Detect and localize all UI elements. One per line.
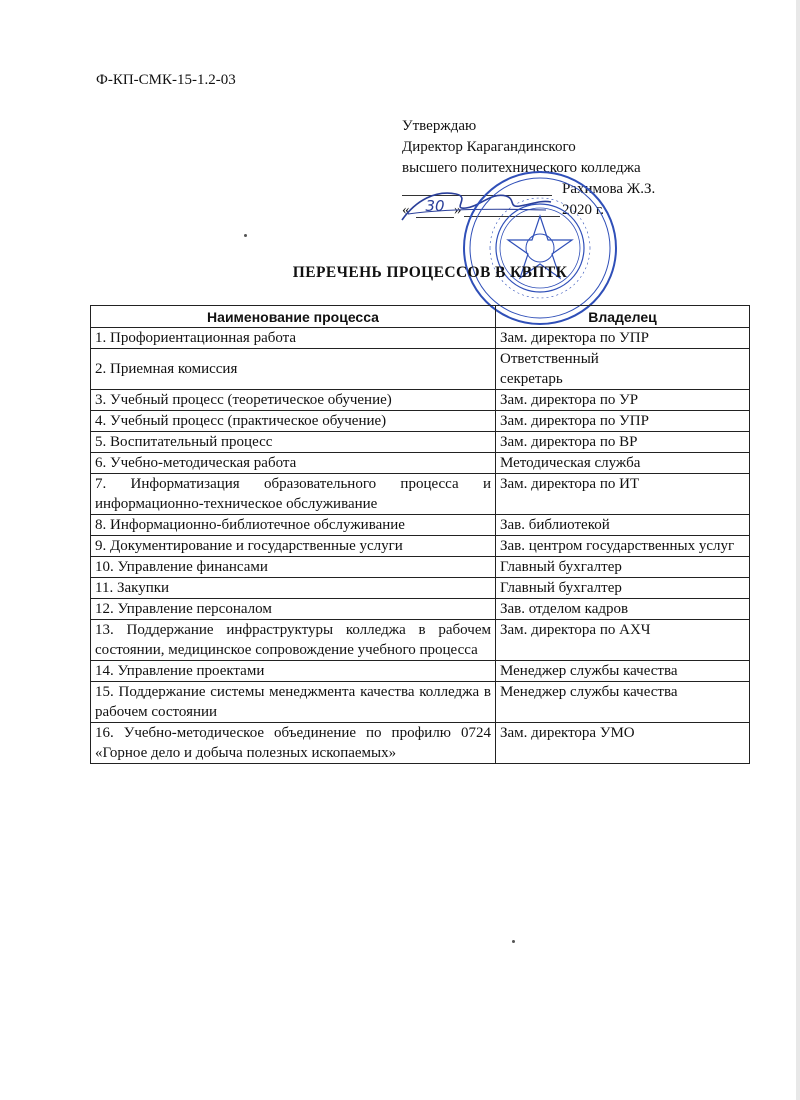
owner-cell: Зав. отделом кадров [496,599,750,620]
owner-cell: Зав. центром государственных услуг [496,536,750,557]
date-year: 2020 г. [562,202,604,218]
process-cell: 3. Учебный процесс (теоретическое обучение) [91,390,496,411]
table-row [91,682,750,723]
approval-date [402,197,641,221]
table-row [91,723,750,764]
scan-edge [796,0,800,1100]
table-row [91,578,750,599]
process-cell: 9. Документирование и государственные услуги [91,536,496,557]
owner-cell: Зам. директора по АХЧ [496,620,750,661]
owner-cell: Зам. директора по УПР [496,411,750,432]
table-row [91,328,750,349]
signatory-name: Рахимова Ж.З. [562,181,656,197]
owner-cell: Менеджер службы качества [496,661,750,682]
process-cell: 11. Закупки [91,578,496,599]
header-process-name: Наименование процесса [91,306,496,328]
speck-mark [512,940,515,943]
table-row [91,390,750,411]
table-row [91,432,750,453]
owner-cell: Методическая служба [496,453,750,474]
owner-cell: Менеджер службы качества [496,682,750,723]
approval-block [402,116,656,221]
date-day: 30 [416,196,454,218]
approval-line-approve: Утверждаю [402,118,477,134]
owner-cell: Главный бухгалтер [496,578,750,599]
process-cell: 13. Поддержание инфраструктуры колледжа в рабочем состоянии, медицинское сопровождение учебного процесса [91,620,496,661]
table-row [91,536,750,557]
table-header-row [91,306,750,328]
process-cell: 1. Профориентационная работа [91,328,496,349]
process-cell: 7. Информатизация образовательного процесса и информационно-техническое обслуживание [91,474,496,515]
owner-text: Ответственный секретарь [500,351,599,387]
table-row [91,661,750,682]
owner-cell: Зам. директора по ИТ [496,474,750,515]
owner-cell: Зам. директора по УР [496,390,750,411]
date-quote-open: « [402,202,410,218]
approval-line-organization: высшего политехнического колледжа [402,160,641,176]
process-cell: 15. Поддержание системы менеджмента качества колледжа в рабочем состоянии [91,682,496,723]
table-row [91,557,750,578]
approval-line-position: Директор Карагандинского [402,139,576,155]
owner-cell: Зам. директора УМО [496,723,750,764]
owner-cell: Зав. библиотекой [496,515,750,536]
table-row [91,349,750,390]
owner-cell [496,349,750,390]
table-row [91,620,750,661]
table-row [91,453,750,474]
process-cell: 4. Учебный процесс (практическое обучение) [91,411,496,432]
table-row [91,599,750,620]
process-cell: 16. Учебно-методическое объединение по профилю 0724 «Горное дело и добыча полезных ископаемых» [91,723,496,764]
speck-mark [244,234,247,237]
process-cell: 10. Управление финансами [91,557,496,578]
owner-cell: Главный бухгалтер [496,557,750,578]
page-title: ПЕРЕЧЕНЬ ПРОЦЕССОВ В КВПТК [292,264,568,281]
owner-cell: Зам. директора по ВР [496,432,750,453]
date-month-blank [464,216,560,217]
process-cell: 8. Информационно-библиотечное обслуживание [91,515,496,536]
process-table [90,305,750,764]
process-cell: 5. Воспитательный процесс [91,432,496,453]
process-cell: 6. Учебно-методическая работа [91,453,496,474]
table-row [91,411,750,432]
table-row [91,474,750,515]
process-cell: 14. Управление проектами [91,661,496,682]
process-cell: 12. Управление персоналом [91,599,496,620]
owner-cell: Зам. директора по УПР [496,328,750,349]
document-code: Ф-КП-СМК-15-1.2-03 [96,72,236,88]
process-cell: 2. Приемная комиссия [91,349,496,390]
table-row [91,515,750,536]
date-quote-close: » [454,202,462,218]
header-owner: Владелец [496,306,750,328]
